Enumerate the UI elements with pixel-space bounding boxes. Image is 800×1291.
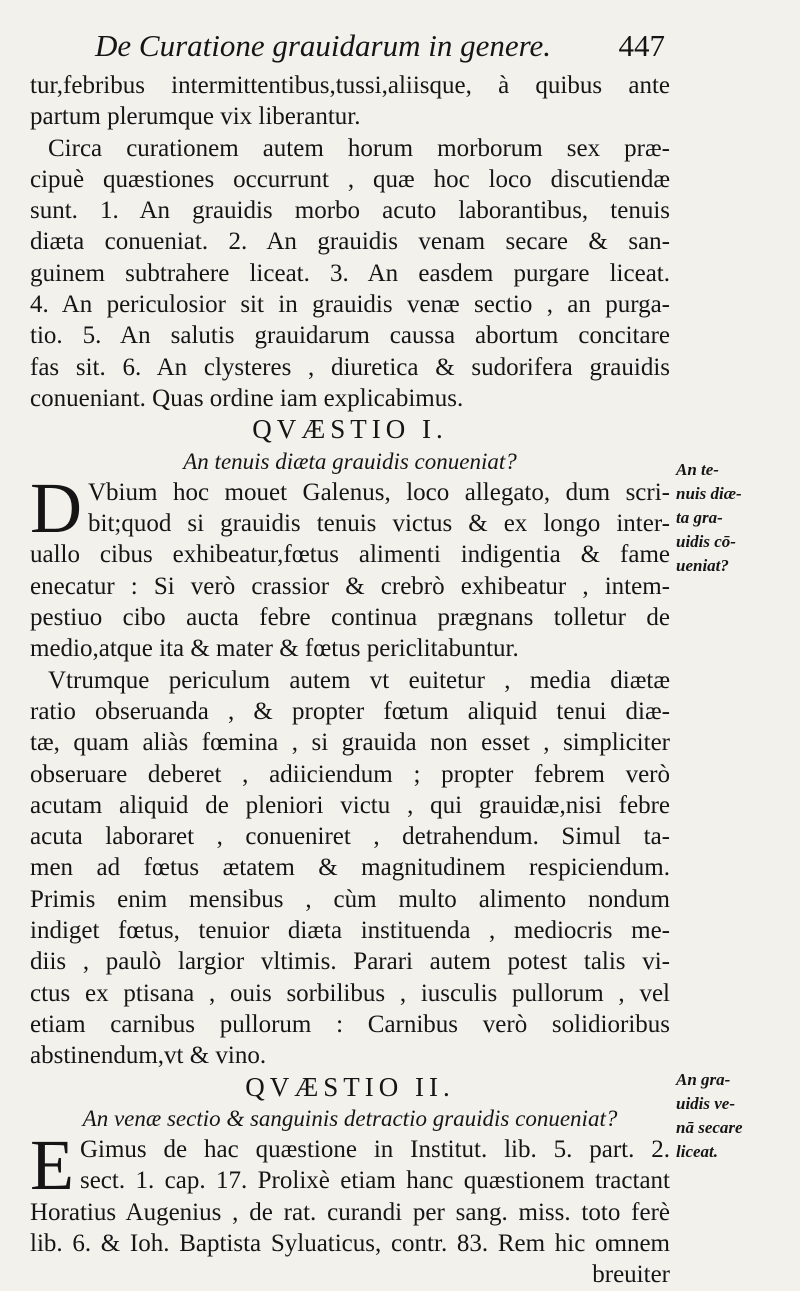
text-line: sunt. 1. An grauidis morbo acuto laborantibus, tenuis: [30, 197, 670, 225]
paragraph: [30, 1125, 670, 1206]
text-line: Vtrumque periculum autem vt euitetur , media diætæ: [48, 666, 670, 694]
text-line: fas sit. 6. An clysteres , diuretica & sudorifera grauidis: [30, 353, 670, 381]
text-line: etiam carnibus pullorum : Carnibus verò solidioribus: [30, 1010, 670, 1038]
section-subheading: An tenuis diæta grauidis conueniat?: [183, 448, 517, 474]
text-line: abstinendum,vt & vino.: [30, 1042, 267, 1070]
margin-note-quaestio-1: [676, 458, 792, 578]
text-line: Primis enim mensibus , cùm multo alimento nondum: [30, 885, 670, 913]
text-line: bit;quod si grauidis tenuis victus & ex longo inter-: [88, 510, 670, 538]
drop-cap: E: [30, 1125, 74, 1206]
section-heading: QVÆSTIO II.: [245, 1071, 455, 1102]
text-line: Horatius Augenius , de rat. curandi per sang. miss. toto ferè: [30, 1198, 670, 1226]
text-line: 4. An periculosior sit in grauidis venæ sectio , an purga-: [30, 291, 670, 319]
text-line: uallo cibus exhibeatur,fœtus alimenti indigentia & fame: [30, 541, 670, 569]
margin-note-line: liceat.: [676, 1142, 719, 1161]
text-line: men ad fœtus ætatem & magnitudinem respiciendum.: [30, 854, 670, 882]
text-line: Gimus de hac quæstione in Institut. lib. 5. part. 2.: [79, 1136, 670, 1164]
body-text: [30, 70, 670, 1291]
text-line: acuta laboraret , conueniret , detrahendum. Simul ta-: [30, 823, 670, 851]
margin-note-line: nā secare: [676, 1118, 743, 1137]
catchword: breuiter: [592, 1261, 670, 1289]
text-line: tæ, quam aliàs fœmina , si grauida non esset , simpliciter: [30, 729, 670, 757]
margin-note-line: ueniat?: [676, 556, 729, 575]
section-heading: QVÆSTIO I.: [252, 414, 448, 445]
page-number: 447: [618, 28, 665, 63]
text-line: acutam aliquid de pleniori victu , qui grauidæ,nisi febre: [30, 791, 670, 819]
text-line: sect. 1. cap. 17. Prolixè etiam hanc quæstionem tractant: [79, 1167, 670, 1195]
margin-note-quaestio-2: [676, 1068, 792, 1164]
paragraph: [30, 467, 670, 548]
text-line: diæta conueniat. 2. An grauidis venam secare & san-: [30, 228, 670, 256]
text-line: obseruare deberet , adiiciendum ; propter febrem verò: [30, 760, 670, 788]
margin-note-line: An te-: [676, 460, 719, 479]
text-line: ctus ex ptisana , ouis sorbilibus , iusculis pullorum , vel: [30, 979, 670, 1007]
text-line: Vbium hoc mouet Galenus, loco allegato, dum scri-: [88, 478, 670, 506]
text-line: guinem subtrahere liceat. 3. An easdem purgare liceat.: [30, 259, 670, 287]
text-line: partum plerumque vix liberantur.: [30, 103, 361, 131]
section-subheading: An venæ sectio & sanguinis detractio grauidis conueniat?: [82, 1105, 618, 1131]
text-line: conueniant. Quas ordine iam explicabimus.: [30, 384, 464, 412]
text-line: Circa curationem autem horum morborum sex præ-: [48, 134, 670, 162]
text-line: pestiuo cibo aucta febre continua prægnans tolletur de: [30, 604, 670, 632]
text-line: tur,febribus intermittentibus,tussi,aliisque, à quibus ante: [30, 72, 670, 99]
text-line: enecatur : Si verò crassior & crebrò exhibeatur , intem-: [30, 572, 670, 600]
text-line: cipuè quæstiones occurrunt , quæ hoc loco discutiendæ: [30, 165, 670, 193]
margin-note-line: ta gra-: [676, 508, 723, 527]
margin-note-line: uidis ve-: [676, 1094, 736, 1113]
text-line: medio,atque ita & mater & fœtus periclitabuntur.: [30, 635, 519, 663]
drop-cap: D: [30, 467, 82, 548]
text-line: lib. 6. & Ioh. Baptista Syluaticus, contr. 83. Rem hic omnem: [30, 1229, 670, 1257]
page-header: [95, 28, 665, 72]
margin-note-line: uidis cō-: [676, 532, 736, 551]
running-title: De Curatione grauidarum in genere.: [95, 28, 552, 63]
text-line: ratio obseruanda , & propter fœtum aliquid tenui diæ-: [30, 697, 670, 725]
text-line: indiget fœtus, tenuior diæta instituenda , mediocris me-: [30, 917, 670, 945]
text-line: tio. 5. An salutis grauidarum caussa abortum concitare: [30, 322, 670, 350]
margin-note-line: An gra-: [676, 1070, 731, 1089]
text-line: diis , paulò largior vltimis. Parari autem potest talis vi-: [30, 948, 670, 976]
margin-note-line: nuis diæ-: [676, 484, 742, 503]
